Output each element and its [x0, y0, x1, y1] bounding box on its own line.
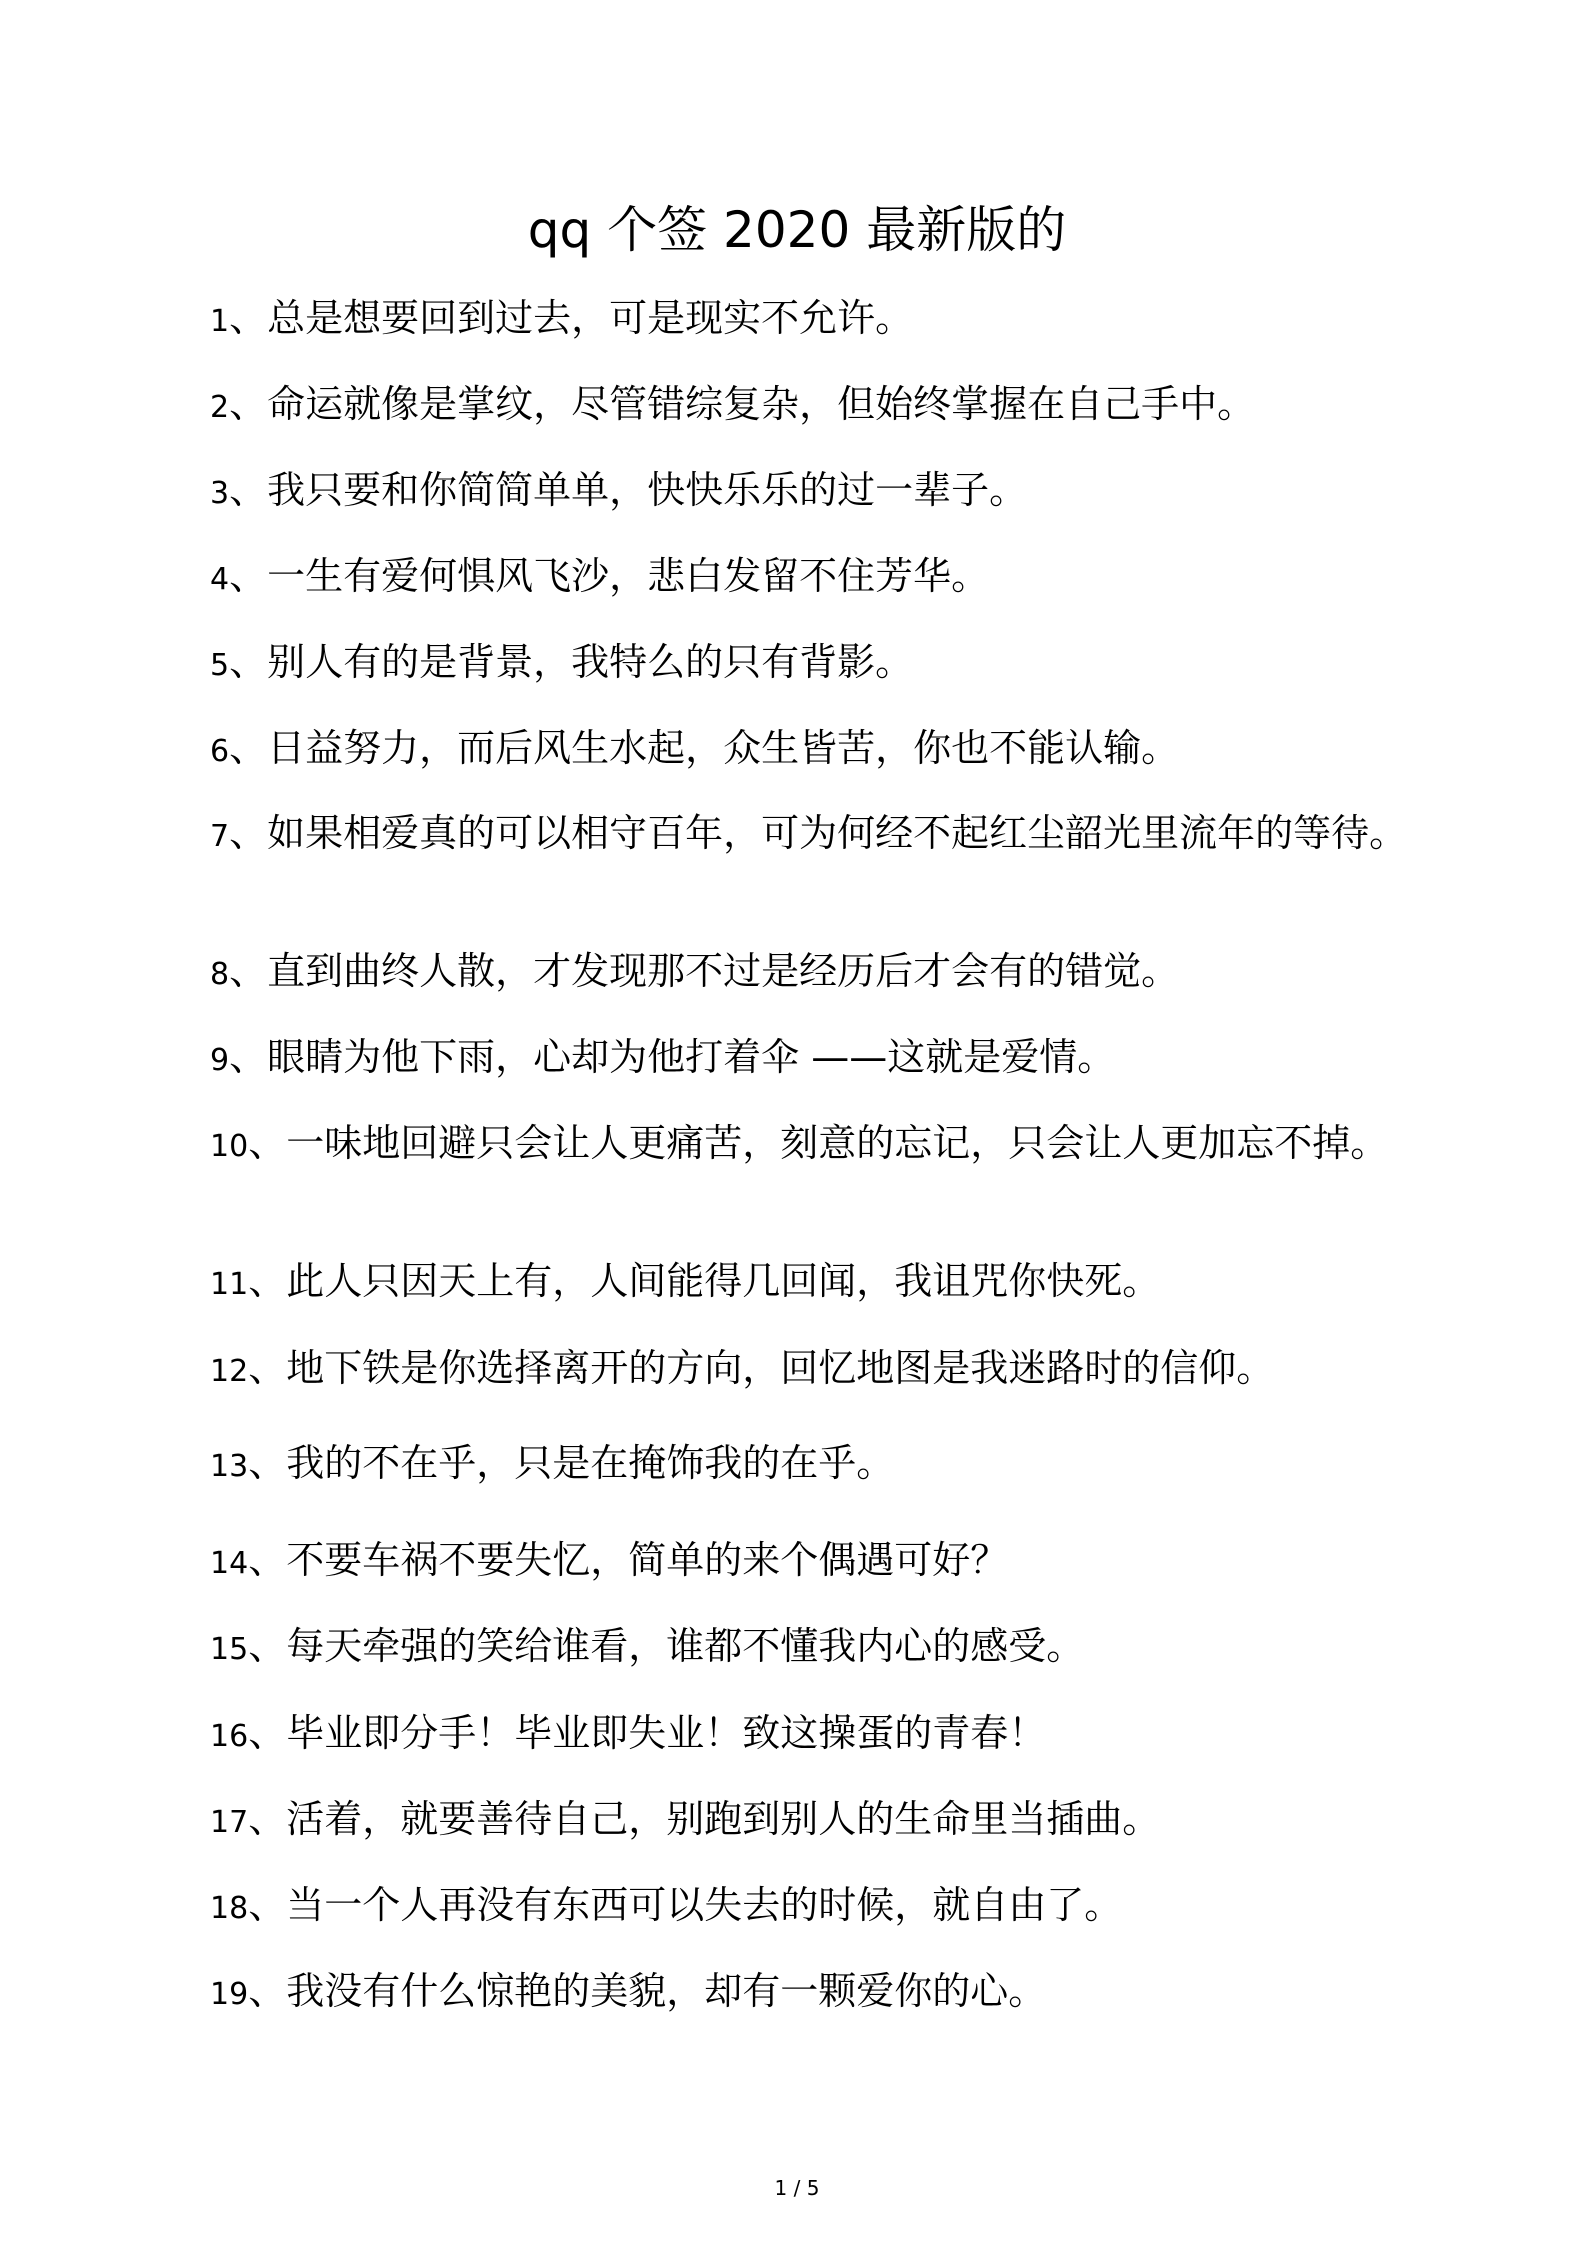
item-text: 我的不在乎，只是在掩饰我的在乎。	[286, 1441, 895, 1485]
item-number: 19	[210, 1977, 249, 2012]
list-item	[138, 550, 1428, 606]
item-separator: 、	[229, 1035, 268, 1079]
page-title: qq 个签 2020 最新版的	[527, 201, 1067, 259]
item-number: 13	[210, 1449, 249, 1484]
list-item	[138, 1620, 1428, 1676]
item-number: 9	[210, 1043, 230, 1078]
item-separator: 、	[248, 1346, 287, 1390]
list-item	[138, 1793, 1428, 1849]
list-item	[138, 464, 1428, 520]
item-number: 1	[210, 304, 230, 339]
list-item	[138, 1031, 1428, 1087]
item-number: 3	[210, 476, 230, 511]
item-number: 11	[210, 1267, 249, 1302]
item-number: 15	[210, 1632, 249, 1667]
item-separator: 、	[229, 726, 268, 770]
item-separator: 、	[229, 468, 268, 512]
list-item	[138, 1117, 1428, 1173]
item-number: 7	[210, 819, 230, 854]
item-number: 18	[210, 1891, 249, 1926]
item-separator: 、	[229, 949, 268, 993]
item-number: 14	[210, 1546, 249, 1581]
item-text: 毕业即分手！毕业即失业！致这操蛋的青春！	[286, 1711, 1047, 1755]
item-number: 12	[210, 1354, 249, 1389]
list-item	[138, 1707, 1428, 1763]
item-text: 命运就像是掌纹，尽管错综复杂，但始终掌握在自己手中。	[267, 382, 1256, 426]
item-separator: 、	[229, 296, 268, 340]
list-item	[138, 378, 1428, 434]
item-separator: 、	[248, 1441, 287, 1485]
item-number: 4	[210, 562, 230, 597]
item-separator: 、	[229, 554, 268, 598]
item-separator: 、	[229, 640, 268, 684]
item-number: 8	[210, 957, 230, 992]
list-item	[138, 1255, 1428, 1311]
item-number: 6	[210, 734, 230, 769]
item-text: 不要车祸不要失忆，简单的来个偶遇可好？	[286, 1538, 1009, 1582]
item-number: 2	[210, 390, 230, 425]
item-separator: 、	[248, 1259, 287, 1303]
item-text: 日益努力，而后风生水起，众生皆苦，你也不能认输。	[267, 726, 1180, 770]
item-text: 活着，就要善待自己，别跑到别人的生命里当插曲。	[286, 1797, 1161, 1841]
item-separator: 、	[248, 1711, 287, 1755]
item-separator: 、	[248, 1121, 287, 1165]
list-item	[138, 1437, 1428, 1493]
list-item	[138, 722, 1428, 778]
item-separator: 、	[248, 1883, 287, 1927]
item-number: 5	[210, 648, 230, 683]
item-text: 每天牵强的笑给谁看，谁都不懂我内心的感受。	[286, 1624, 1085, 1668]
item-text: 直到曲终人散，才发现那不过是经历后才会有的错觉。	[267, 949, 1180, 993]
item-text: 当一个人再没有东西可以失去的时候，就自由了。	[286, 1883, 1123, 1927]
item-text: 眼睛为他下雨，心却为他打着伞 ——这就是爱情。	[267, 1035, 1116, 1079]
item-text: 别人有的是背景，我特么的只有背影。	[267, 640, 914, 684]
item-text: 此人只因天上有，人间能得几回闻，我诅咒你快死。	[286, 1259, 1161, 1303]
item-text: 地下铁是你选择离开的方向，回忆地图是我迷路时的信仰。	[286, 1346, 1275, 1390]
item-separator: 、	[229, 382, 268, 426]
item-text: 如果相爱真的可以相守百年，可为何经不起红尘韶光里流年的等待。	[267, 811, 1408, 855]
item-number: 16	[210, 1719, 249, 1754]
item-separator: 、	[248, 1969, 287, 2013]
item-number: 17	[210, 1805, 249, 1840]
list-item	[138, 1534, 1428, 1590]
item-number: 10	[210, 1129, 249, 1164]
list-item	[138, 1342, 1428, 1398]
list-item	[138, 636, 1428, 692]
item-text: 我只要和你简简单单，快快乐乐的过一辈子。	[267, 468, 1028, 512]
list-item	[138, 292, 1428, 348]
page-number: 1 / 5	[774, 2176, 820, 2200]
item-separator: 、	[229, 811, 268, 855]
list-item	[138, 1965, 1428, 2021]
item-separator: 、	[248, 1624, 287, 1668]
item-text: 一味地回避只会让人更痛苦，刻意的忘记，只会让人更加忘不掉。	[286, 1121, 1389, 1165]
item-text: 一生有爱何惧风飞沙，悲白发留不住芳华。	[267, 554, 990, 598]
list-item	[138, 1879, 1428, 1935]
list-item	[138, 945, 1428, 1001]
item-text: 我没有什么惊艳的美貌，却有一颗爱你的心。	[286, 1969, 1047, 2013]
item-separator: 、	[248, 1538, 287, 1582]
list-item	[138, 807, 1428, 863]
item-text: 总是想要回到过去，可是现实不允许。	[267, 296, 914, 340]
item-separator: 、	[248, 1797, 287, 1841]
